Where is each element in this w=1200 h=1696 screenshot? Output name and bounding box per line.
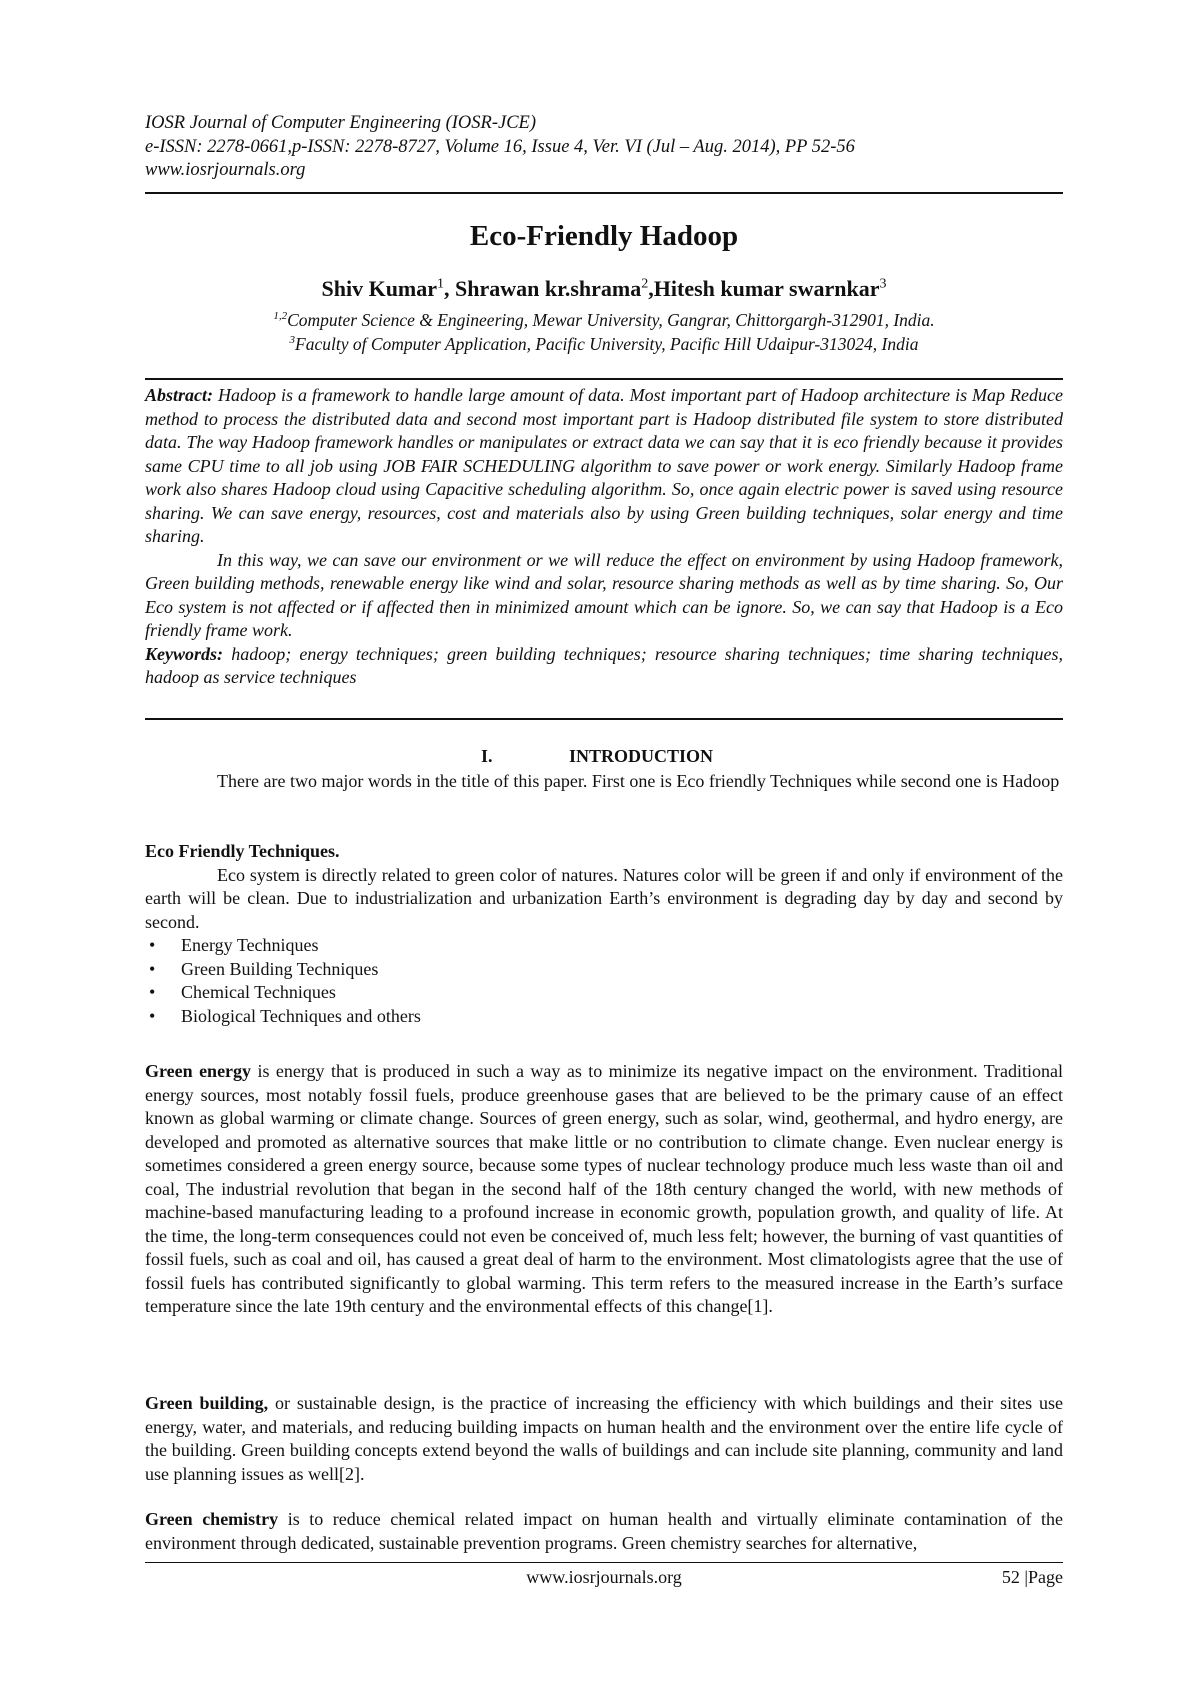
header-rule xyxy=(145,192,1063,194)
list-item xyxy=(145,981,1063,1005)
section-title: INTRODUCTION xyxy=(569,746,714,766)
journal-website: www.iosrjournals.org xyxy=(145,160,306,180)
body-paragraph: or sustainable design, is the practice of increasing the efficiency with which buildings and their sites use energy, water, and materials, and reducing building impacts on human health and the environment over the entire life cycle of the building. Green building concepts extend beyond the walls of buildings and can include site planning, community and land use planning issues as well[2]. xyxy=(145,1393,1064,1484)
term-label: Green energy xyxy=(145,1061,252,1081)
paper-title: Eco-Friendly Hadoop xyxy=(469,220,739,252)
eco-section xyxy=(145,840,1063,1028)
abstract-paragraph: In this way, we can save our environment or we will reduce the effect on environment by using Hadoop framework, Green building methods, renewable energy like wind and solar, resource sharing methods as well as by time sharing. So, Our Eco system is not affected or if affected then in minimized amount which can be ignore. So, we can say that Hadoop is a Eco friendly frame work. xyxy=(145,549,1063,640)
author-name: Shiv Kumar xyxy=(321,276,438,301)
list-item xyxy=(145,934,1063,958)
intro-body xyxy=(145,770,1063,794)
list-item-text: Biological Techniques and others xyxy=(181,1005,421,1026)
journal-header xyxy=(145,112,1063,183)
technique-list xyxy=(145,934,1063,1028)
term-label: Green chemistry xyxy=(145,1509,279,1529)
author-sup: 3 xyxy=(879,276,887,292)
affiliation xyxy=(145,310,1063,331)
bullet-icon: • xyxy=(149,1005,156,1026)
body-paragraph: There are two major words in the title of this paper. First one is Eco friendly Techniques while second one is Hadoop xyxy=(217,771,1060,791)
list-item-text: Energy Techniques xyxy=(181,935,319,955)
list-item-text: Chemical Techniques xyxy=(181,982,336,1002)
section-number: I. xyxy=(481,746,493,766)
affiliation-text: Computer Science & Engineering, Mewar University, Gangrar, Chittorgargh-312901, India. xyxy=(287,310,935,330)
bullet-icon: • xyxy=(149,958,156,979)
author-sup: 2 xyxy=(641,276,649,292)
author-name: , Shrawan kr.shrama xyxy=(444,276,642,301)
abstract-label: Abstract: xyxy=(145,385,214,405)
affiliation xyxy=(145,334,1063,355)
body-paragraph: is energy that is produced in such a way as to minimize its negative impact on the environment. Traditional energy sources, most notably fossil fuels, produce greenhouse gases that are believed to be the primary cause of an effect known as global warming or climate change. Sources of green energy, such as solar, wind, geothermal, and hydro energy, are developed and promoted as alternative sources that make little or no contribution to climate change. Even nuclear energy is sometimes considered a green energy source, because some types of nuclear technology produce much less waste than oil and coal, The industrial revolution that began in the second half of the 18th century changed the world, with new methods of machine-based manufacturing leading to a profound increase in economic growth, population growth, and quality of life. At the time, the long-term consequences could not even be conceived of, much less felt; however, the burning of vast quantities of fossil fuels, such as coal and oil, has caused a great deal of harm to the environment. Most climatologists agree that the use of fossil fuels has contributed significantly to global warming. This term refers to the measured increase in the Earth’s surface temperature since the late 19th century and the environmental effects of this change[1]. xyxy=(145,1061,1064,1316)
author-list xyxy=(145,276,1063,302)
body-paragraph: is to reduce chemical related impact on human health and virtually eliminate contamination of the environment through dedicated, sustainable prevention programs. Green chemistry searches for alternative, xyxy=(145,1509,1063,1553)
bullet-icon: • xyxy=(149,935,156,955)
keywords-label: Keywords: xyxy=(145,643,223,664)
green-building-section xyxy=(145,1392,1063,1486)
green-chemistry-section xyxy=(145,1508,1063,1555)
page-number: 52 |Page xyxy=(1001,1567,1063,1587)
list-item xyxy=(145,958,1063,982)
list-item xyxy=(145,1005,1063,1029)
abstract-bottom-rule xyxy=(145,718,1063,720)
author-name: ,Hitesh kumar swarnkar xyxy=(648,276,880,301)
green-energy-section xyxy=(145,1060,1063,1319)
journal-issn: e-ISSN: 2278-0661,p-ISSN: 2278-8727, Volume 16, Issue 4, Ver. VI (Jul – Aug. 2014), PP 52-56 xyxy=(145,136,855,157)
author-sup: 1 xyxy=(437,276,445,292)
affiliation-sup: 3 xyxy=(289,334,296,347)
affiliation-text: Faculty of Computer Application, Pacific University, Pacific Hill Udaipur-313024, India xyxy=(295,334,919,354)
journal-name: IOSR Journal of Computer Engineering (IOSR-JCE) xyxy=(145,113,536,133)
footer-rule xyxy=(145,1562,1063,1563)
body-paragraph: Eco system is directly related to green color of natures. Natures color will be green if and only if environment of the earth will be clean. Due to industrialization and urbanization Earth’s environment is degrading day by day and second by second. xyxy=(145,864,1063,932)
keywords-text: hadoop; energy techniques; green building techniques; resource sharing techniques; time sharing techniques, hadoop as service techniques xyxy=(145,643,1063,687)
abstract-top-rule xyxy=(145,378,1063,380)
bullet-icon: • xyxy=(149,982,156,1002)
footer-url: www.iosrjournals.org xyxy=(526,1567,682,1587)
subsection-heading: Eco Friendly Techniques. xyxy=(145,841,340,861)
term-label: Green building, xyxy=(145,1393,269,1413)
list-item-text: Green Building Techniques xyxy=(181,958,379,979)
abstract-paragraph: Hadoop is a framework to handle large amount of data. Most important part of Hadoop architecture is Map Reduce method to process the distributed data and second most important part is Hadoop distributed file system to store distributed data. The way Hadoop framework handles or manipulates or extract data we can say that it is eco friendly because it provides same CPU time to all job using JOB FAIR SCHEDULING algorithm to save power or work energy. Similarly Hadoop frame work also shares Hadoop cloud using Capacitive scheduling algorithm. So, once again electric power is saved using resource sharing. We can save energy, resources, cost and materials also by using Green building techniques, solar energy and time sharing. xyxy=(145,385,1063,546)
affiliation-sup: 1,2 xyxy=(273,310,288,323)
abstract xyxy=(145,384,1063,690)
